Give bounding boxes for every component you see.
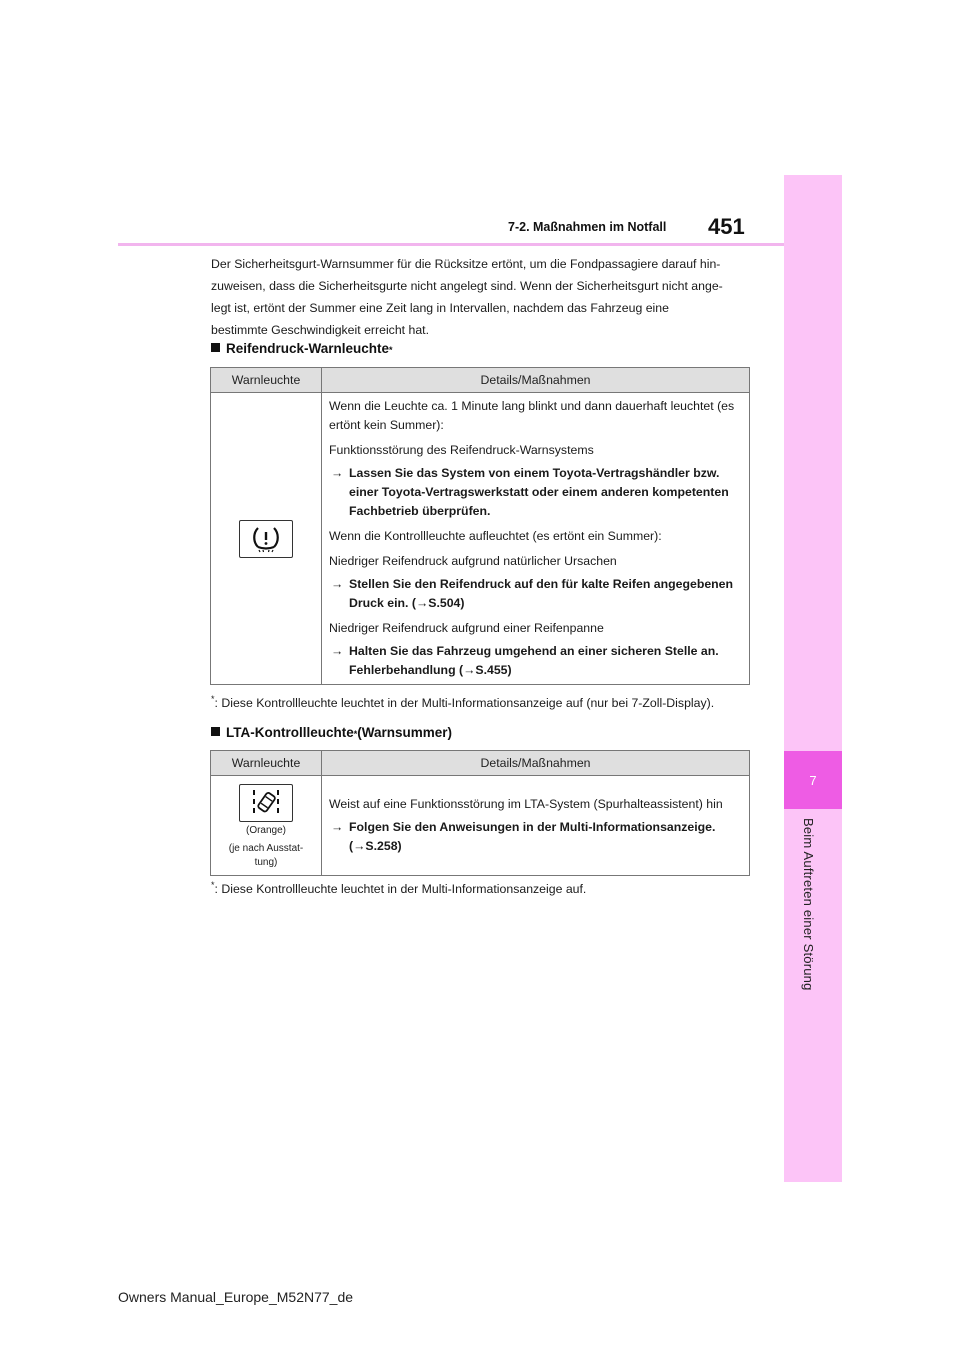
intro-line: Der Sicherheitsgurt-Warnsummer für die Rücksitze ertönt, um die Fondpassagiere darauf hin-	[211, 257, 721, 271]
action-text	[349, 575, 733, 613]
chapter-side-tab	[784, 175, 842, 1182]
intro-line: zuweisen, dass die Sicherheitsgurte nicht angelegt sind. Wenn der Sicherheitsgurt nicht ange-	[211, 279, 723, 293]
intro-paragraph	[211, 253, 751, 341]
arrow-right-icon: →	[331, 643, 344, 658]
lta-footnote-text: : Diese Kontrollleuchte leuchtet in der Multi-Informationsanzeige auf.	[214, 882, 587, 897]
action-line: Fachbetrieb überprüfen.	[349, 503, 491, 518]
detail-text: Wenn die Kontrollleuchte aufleuchtet (es ertönt ein Summer):	[329, 528, 662, 543]
document-footer: Owners Manual_Europe_M52N77_de	[118, 1289, 354, 1305]
action-text	[349, 464, 729, 521]
action-item	[329, 642, 743, 680]
tire-footnote-text: : Diese Kontrollleuchte leuchtet in der Multi-Informationsanzeige auf (nur bei 7-Zoll-Display).	[214, 696, 715, 711]
lta-details-list	[329, 795, 743, 856]
tire-warning-heading-text: Reifendruck-Warnleuchte	[226, 341, 390, 356]
column-header-light: Warnleuchte	[211, 751, 322, 776]
lane-tracing-assist-icon	[239, 784, 293, 822]
action-line: (→S.258)	[349, 838, 402, 853]
action-line: Folgen Sie den Anweisungen in der Multi-Informationsanzeige.	[349, 819, 716, 834]
column-header-light: Warnleuchte	[211, 368, 322, 393]
detail-text: Funktionsstörung des Reifendruck-Warnsystems	[329, 442, 594, 457]
detail-text: Niedriger Reifendruck aufgrund natürlicher Ursachen	[329, 553, 617, 568]
column-header-details: Details/Maßnahmen	[322, 368, 750, 393]
details-cell	[322, 393, 750, 685]
lta-warning-heading-suffix: (Warnsummer)	[357, 725, 453, 740]
detail-text: ertönt kein Summer):	[329, 417, 444, 432]
action-item	[329, 575, 743, 613]
lta-warning-table	[210, 750, 750, 876]
tire-footnote	[211, 694, 714, 710]
action-line: Druck ein. (→S.504)	[349, 595, 465, 610]
icon-caption-color: (Orange)	[245, 824, 286, 836]
action-text	[349, 642, 719, 680]
details-cell	[322, 776, 750, 876]
action-item	[329, 464, 743, 521]
action-line: Stellen Sie den Reifendruck auf den für kalte Reifen angegebenen	[349, 576, 734, 591]
detail-text: Niedriger Reifendruck aufgrund einer Reifenpanne	[329, 620, 604, 635]
action-text	[349, 818, 715, 856]
arrow-right-icon: →	[331, 576, 344, 591]
section-header: 7-2. Maßnahmen im Notfall	[508, 220, 667, 234]
icon-caption-line: (je nach Ausstat-	[228, 842, 304, 854]
footnote-marker: *	[211, 694, 215, 704]
lta-warning-heading-text: LTA-Kontrollleuchte	[226, 725, 354, 740]
table-header-row	[211, 751, 750, 776]
chapter-title: Beim Auftreten einer Störung	[801, 818, 816, 991]
footnote-marker: *	[353, 729, 358, 739]
tire-warning-table	[210, 367, 750, 685]
detail-text: Wenn die Leuchte ca. 1 Minute lang blinkt und dann dauerhaft leuchtet (es	[329, 398, 735, 413]
warning-light-cell	[211, 776, 322, 876]
chapter-number-tab: 7	[784, 751, 842, 809]
action-line: Halten Sie das Fahrzeug umgehend an einer sicheren Stelle an.	[349, 643, 719, 658]
arrow-right-icon: →	[331, 819, 344, 834]
arrow-right-icon: →	[331, 465, 344, 480]
intro-line: bestimmte Geschwindigkeit erreicht hat.	[211, 323, 430, 337]
tire-details-list	[329, 397, 743, 680]
icon-caption-equipment	[211, 842, 321, 870]
detail-text: Weist auf eine Funktionsstörung im LTA-System (Spurhalteassistent) hin	[329, 796, 723, 811]
intro-line: legt ist, ertönt der Summer eine Zeit lang in Intervallen, nachdem das Fahrzeug eine	[211, 301, 669, 315]
square-bullet-icon	[211, 343, 220, 352]
action-line: einer Toyota-Vertragswerkstatt oder einem anderen kompetenten	[349, 484, 729, 499]
action-line: Lassen Sie das System von einem Toyota-Vertragshändler bzw.	[349, 465, 720, 480]
column-header-details: Details/Maßnahmen	[322, 751, 750, 776]
icon-caption-line: tung)	[254, 856, 278, 868]
action-item	[329, 818, 743, 856]
table-row	[211, 393, 750, 685]
page-number: 451	[708, 214, 745, 239]
lta-warning-heading	[211, 725, 452, 740]
footnote-marker: *	[211, 880, 215, 890]
header-divider	[118, 243, 784, 246]
tire-warning-heading	[211, 341, 393, 356]
action-line: Fehlerbehandlung (→S.455)	[349, 662, 512, 677]
warning-light-cell	[211, 393, 322, 685]
square-bullet-icon	[211, 727, 220, 736]
tire-pressure-warning-icon	[239, 520, 293, 558]
footnote-marker: *	[389, 345, 393, 355]
table-header-row	[211, 368, 750, 393]
table-row	[211, 776, 750, 876]
lta-footnote	[211, 880, 586, 896]
